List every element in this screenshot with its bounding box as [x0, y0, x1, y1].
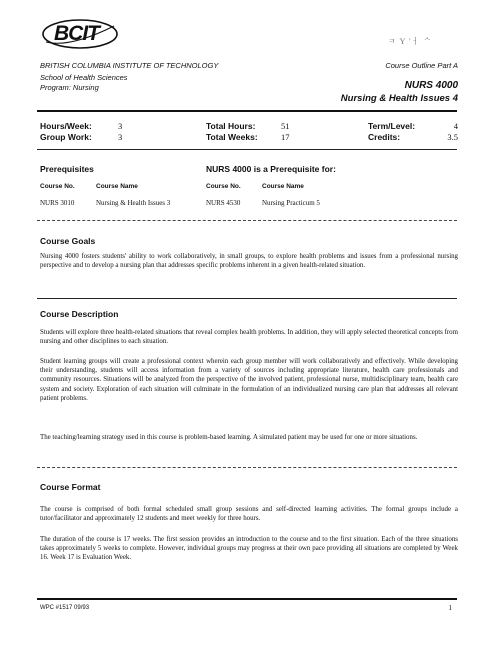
stamp-mark: ㅋ Y 'ㅓ ᄉ — [387, 37, 432, 46]
prereq-for-col-name: Course Name — [262, 183, 304, 190]
credits-value: 3.5 — [447, 132, 458, 142]
outline-label: Course Outline Part A — [385, 61, 458, 70]
course-title: Nursing & Health Issues 4 — [340, 93, 458, 104]
school-block — [40, 73, 128, 93]
prereq-for-course-name: Nursing Practicum 5 — [262, 199, 320, 207]
description-p2: Student learning groups will create a professional context wherein each group member will work collaboratively and effectively. While developing their understanding, students will access information from a variety of sources including appropriate literature, health care professionals and community resources. Situations will be analyzed from the perspective of the involved patient, professional nurse, multidisciplinary team, health care system and society. Exploration of each situation will culminate in the formulation of an individualized nursing care plan that addresses all relevant patient problems. — [40, 358, 458, 402]
credits-label: Credits: — [368, 132, 401, 142]
bcit-logo — [40, 12, 120, 52]
description-title: Course Description — [40, 309, 119, 319]
group-work-label: Group Work: — [40, 132, 92, 142]
course-code: NURS 4000 — [404, 80, 458, 91]
total-hours-value: 51 — [281, 121, 290, 131]
prerequisites-title: Prerequisites — [40, 164, 94, 174]
school-name: School of Health Sciences — [40, 73, 128, 82]
form-code: WPC #1517 09/93 — [40, 605, 90, 611]
prereq-for-course-no: NURS 4530 — [206, 199, 241, 207]
group-work-value: 3 — [118, 132, 123, 142]
total-hours-label: Total Hours: — [206, 121, 256, 131]
term-level-label: Term/Level: — [368, 121, 416, 131]
logo-text: BCIT — [54, 22, 99, 45]
hours-week-value: 3 — [118, 121, 123, 131]
total-weeks-value: 17 — [281, 132, 290, 142]
info-divider — [37, 149, 457, 150]
description-divider — [37, 467, 457, 468]
total-weeks-label: Total Weeks: — [206, 132, 258, 142]
program-name: Program: Nursing — [40, 83, 99, 92]
goals-text: Nursing 4000 fosters students' ability to work collaboratively, in small groups, to explore health problems and issues from a professional nursing perspective and to develop a nursing plan that addresses specific problems inherent in a given health-related situation. — [40, 253, 458, 270]
prereq-col-no: Course No. — [40, 183, 75, 190]
term-level-value: 4 — [453, 121, 458, 131]
prereq-for-title: NURS 4000 is a Prerequisite for: — [206, 164, 336, 174]
page-number: 1 — [448, 604, 452, 612]
format-title: Course Format — [40, 482, 101, 492]
prereq-col-name: Course Name — [96, 183, 138, 190]
description-p3: The teaching/learning strategy used in this course is problem-based learning. A simulated patient may be used for one or more situations. — [40, 434, 418, 441]
format-p2: The duration of the course is 17 weeks. The first session provides an introduction to the course and to the first situation. Each of the three situations takes approximately 5 weeks to complete. However, individual groups may progress at their own pace providing all situations are completed by Week 16. Week 17 is Evaluation Week. — [40, 536, 458, 562]
institution-name: BRITISH COLUMBIA INSTITUTE OF TECHNOLOGY — [40, 61, 219, 70]
description-p1: Students will explore three health-related situations that reveal complex health problems. In addition, they will apply selected theoretical concepts from nursing and other disciplines to each situation. — [40, 329, 458, 346]
goals-divider — [37, 298, 457, 299]
goals-title: Course Goals — [40, 236, 96, 246]
prereq-course-name: Nursing & Health Issues 3 — [96, 199, 171, 207]
prereq-for-col-no: Course No. — [206, 183, 241, 190]
hours-week-label: Hours/Week: — [40, 121, 92, 131]
header-divider — [37, 110, 457, 112]
prereq-divider — [37, 220, 457, 221]
prereq-course-no: NURS 3010 — [40, 199, 75, 207]
footer-divider — [37, 598, 457, 600]
format-p1: The course is comprised of both formal scheduled small group sessions and self-directed learning activities. The formal groups include a tutor/facilitator and approximately 12 students and meet weekly for three hours. — [40, 506, 458, 523]
